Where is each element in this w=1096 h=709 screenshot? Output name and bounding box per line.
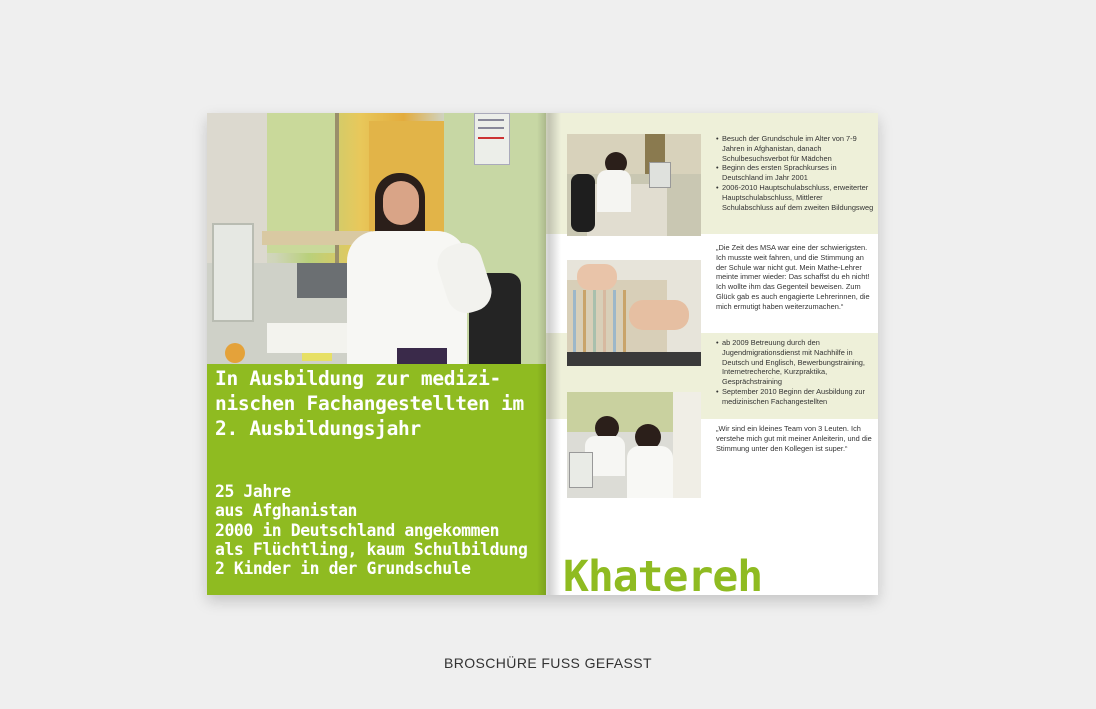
right-page	[546, 113, 878, 595]
photo-two-colleagues	[567, 392, 701, 498]
left-page	[207, 113, 546, 595]
quote-msa: „Die Zeit des MSA war eine der schwierigsten. Ich musste weit fahren, und die Stimmung an der Schule war nicht gut. Mein Mathe-Lehrer meinte immer wieder: Das schaffst du eh nicht! Ich wollte ihm das Gegenteil beweisen. Zum Glück gab es auch engagierte Lehrerinnen, die mich ermutigt haben weiterzumachen.“	[716, 243, 870, 311]
timeline-item: • September 2010 Beginn der Ausbildung zur medizinischen Fachangestellten	[716, 387, 874, 407]
fact-status: als Flüchtling, kaum Schulbildung	[215, 539, 528, 559]
headline-line-3: 2. Ausbildungsjahr	[215, 417, 421, 440]
brochure-spread	[207, 113, 878, 595]
fact-arrival: 2000 in Deutschland angekommen	[215, 520, 500, 540]
timeline-block-1	[716, 134, 874, 212]
photo-files-drawer	[567, 260, 701, 366]
fact-children: 2 Kinder in der Grundschule	[215, 559, 471, 579]
headline	[215, 366, 545, 441]
fact-origin: aus Afghanistan	[215, 501, 358, 521]
timeline-block-2	[716, 338, 874, 407]
timeline-item: • 2006-2010 Hauptschulabschluss, erweiterter Hauptschulabschluss, Mittlerer Schulabschluss auf dem zweiten Bildungsweg	[716, 183, 874, 212]
quote-team: „Wir sind ein kleines Team von 3 Leuten. Ich verstehe mich gut mit meiner Anleiterin, und die Stimmung unter den Kollegen ist super.“	[716, 424, 872, 453]
timeline-item: • Besuch der Grundschule im Alter von 7-9 Jahren in Afghanistan, danach Schulbesuchsverbot für Mädchen	[716, 134, 874, 163]
timeline-item: • ab 2009 Betreuung durch den Jugendmigrationsdienst mit Nachhilfe in Deutsch und Englisch, Bewerbungstraining, Internetrecherche, Kurzpraktika, Gesprächstraining	[716, 338, 874, 387]
photo-nurse-at-computer	[567, 134, 701, 236]
headline-line-2: nischen Fachangestellten im	[215, 392, 524, 415]
caption: BROSCHÜRE FUSS GEFASST	[444, 655, 652, 671]
headline-line-1: In Ausbildung zur medizi-	[215, 367, 502, 390]
fact-age: 25 Jahre	[215, 482, 291, 501]
timeline-item: • Beginn des ersten Sprachkurses in Deutschland im Jahr 2001	[716, 163, 874, 183]
person-name: Khatereh	[563, 552, 763, 595]
profile-facts	[215, 482, 545, 578]
main-photo-nurse-at-desk	[207, 113, 546, 364]
